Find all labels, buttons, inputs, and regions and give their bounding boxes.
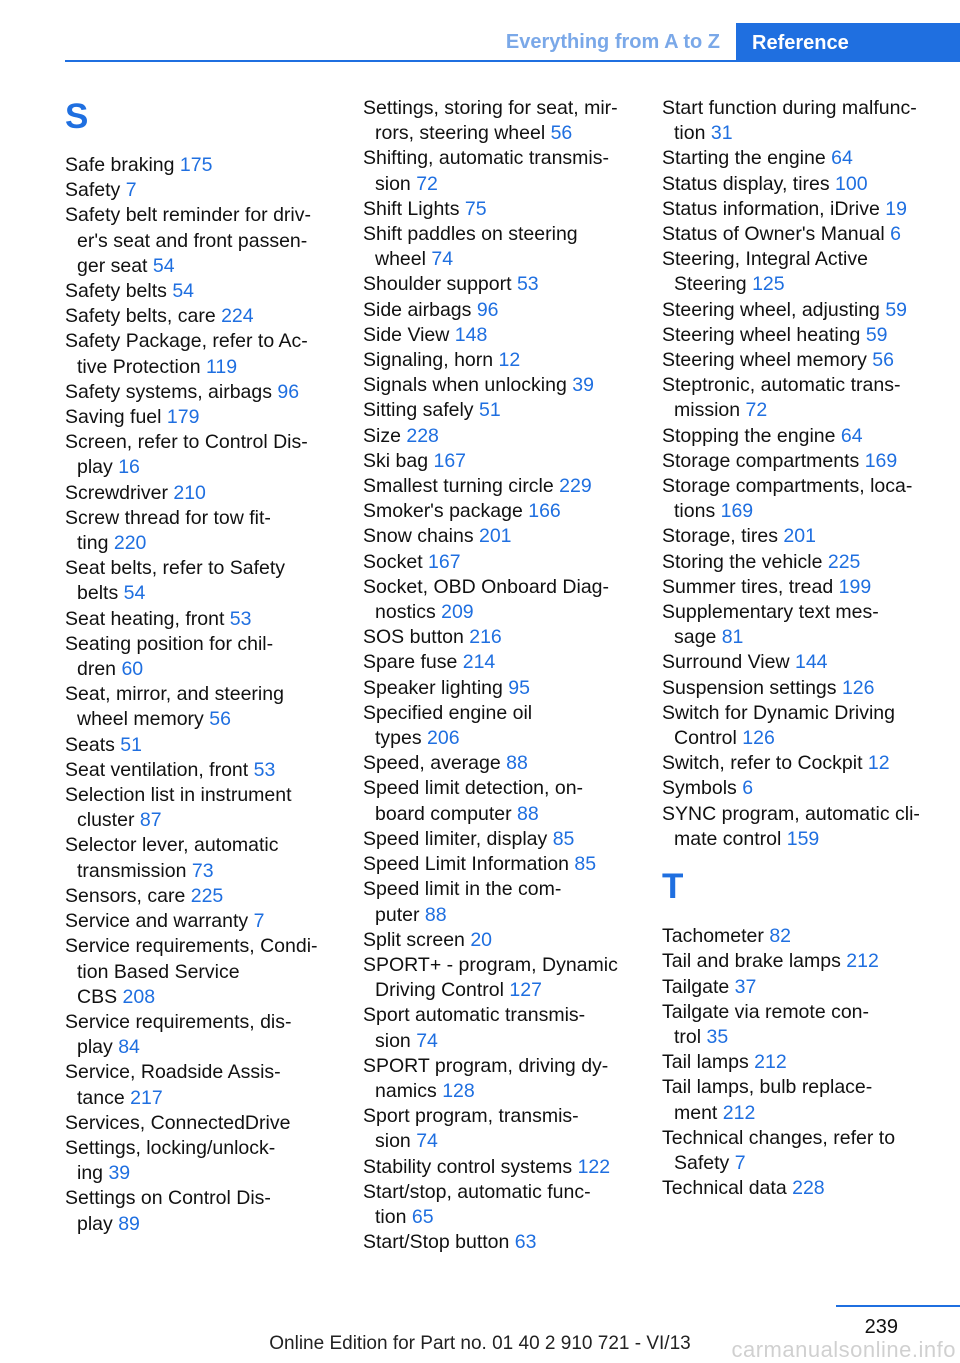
index-entry: [363, 676, 638, 701]
index-entry: [65, 1060, 340, 1110]
index-entry-term: Technical changes, refer to Safety: [662, 1126, 896, 1174]
index-entry: [363, 499, 638, 524]
index-entry-term: Service and warranty: [65, 910, 254, 933]
index-entry-page-link[interactable]: 63: [514, 1231, 537, 1254]
header-rule: [65, 60, 960, 62]
index-entry: [662, 1176, 937, 1201]
index-entry-page-link[interactable]: 37: [734, 975, 757, 998]
index-entry-term: Services, ConnectedDrive: [65, 1111, 291, 1134]
index-entry: [363, 928, 638, 953]
index-entry-term: Status of Owner's Manual: [662, 223, 891, 246]
header-section-title: Everything from A to Z: [505, 31, 720, 53]
index-entry-term: Suspension settings: [662, 676, 842, 699]
index-entry: [662, 146, 937, 171]
index-entry-page-link[interactable]: 74: [416, 1029, 438, 1052]
index-entry-page-link[interactable]: 228: [792, 1177, 825, 1200]
index-entry-term: Status information, iDrive: [662, 197, 886, 220]
index-entry-term: Stopping the engine: [662, 424, 841, 447]
page-header: [0, 23, 960, 63]
index-entry-term: Snow chains: [363, 525, 479, 548]
index-entry-term: Safety Package, refer to Ac- tive Protection: [65, 330, 308, 378]
index-entry-term: Smallest turning circle: [363, 475, 560, 498]
index-entry-term: SPORT program, driving dy- namics: [363, 1054, 609, 1102]
index-entry: [363, 1003, 638, 1053]
index-entry-page-link[interactable]: 85: [574, 853, 597, 876]
index-entry-page-link[interactable]: 59: [885, 298, 908, 321]
index-entry: [65, 430, 340, 480]
index-entry-page-link[interactable]: 220: [113, 532, 147, 555]
index-entry-term: Steering wheel heating: [662, 323, 866, 346]
index-entry-term: Speed limiter, display: [363, 827, 553, 850]
index-entry-term: Safety belts: [65, 280, 173, 303]
index-entry-page-link[interactable]: 75: [464, 197, 487, 220]
index-entry-term: Socket, OBD Onboard Diag- nostics: [363, 575, 610, 624]
index-entry: [662, 424, 937, 449]
index-entry-term: Signaling, horn: [363, 349, 499, 372]
index-entry: [363, 877, 638, 927]
index-entry-term: Starting the engine: [662, 147, 832, 170]
index-entry-term: Tachometer: [662, 925, 770, 948]
index-entry-page-link[interactable]: 54: [123, 582, 146, 605]
index-entry-page-link[interactable]: 216: [469, 626, 502, 649]
index-entry: [363, 751, 638, 776]
index-entry: [65, 934, 340, 1010]
index-entry-page-link[interactable]: 212: [846, 950, 879, 973]
index-entry: [363, 524, 638, 549]
index-entry: [363, 1054, 638, 1104]
index-entry-page-link[interactable]: 201: [783, 525, 816, 548]
index-entry-term: Steptronic, automatic trans- mission: [662, 374, 901, 422]
index-entry: [65, 884, 340, 909]
index-entry-page-link[interactable]: 35: [706, 1025, 729, 1048]
index-entry-term: Socket: [363, 550, 429, 573]
index-entry: [662, 751, 937, 776]
index-entry-term: Signals when unlocking: [363, 374, 573, 397]
index-entry-page-link[interactable]: 175: [179, 154, 213, 176]
index-entry: [363, 398, 638, 423]
index-entry-page-link[interactable]: 74: [416, 1130, 438, 1153]
index-entry-term: Shift Lights: [363, 197, 465, 220]
index-entry-term: Side View: [363, 323, 455, 346]
index-entry: [65, 153, 340, 178]
index-entry-page-link[interactable]: 88: [506, 752, 528, 775]
index-entry-term: Sport automatic transmis- sion: [363, 1004, 586, 1052]
index-entry-page-link[interactable]: 96: [277, 380, 300, 403]
index-entry-page-link[interactable]: 125: [752, 273, 785, 296]
index-entry-term: Smoker's package: [363, 500, 529, 523]
index-entry-term: Symbols: [662, 777, 743, 800]
index-entry-page-link[interactable]: 148: [454, 323, 488, 346]
index-entry-page-link[interactable]: 212: [754, 1051, 787, 1074]
index-entry-term: Steering, Integral Active Steering: [662, 248, 868, 296]
index-entry-page-link[interactable]: 81: [721, 626, 744, 649]
index-entry-term: Start function during malfunc- tion: [662, 97, 917, 145]
index-entry-page-link[interactable]: 167: [433, 449, 467, 472]
index-entry: [662, 650, 937, 675]
index-entry-term: Tailgate: [662, 975, 735, 998]
index-entry-term: SYNC program, automatic cli- mate control: [662, 802, 920, 850]
index-entry-term: Surround View: [662, 651, 795, 674]
index-entry-page-link[interactable]: 73: [191, 859, 214, 882]
index-entry-page-link[interactable]: 6: [742, 777, 754, 800]
index-entry-term: Ski bag: [363, 449, 434, 472]
index-entry-page-link[interactable]: 56: [209, 708, 231, 731]
index-entry-page-link[interactable]: 39: [572, 374, 594, 397]
index-entry-page-link[interactable]: 12: [498, 349, 521, 372]
index-entry: [662, 298, 937, 323]
index-entry: [662, 1075, 937, 1125]
footer-edition: Online Edition for Part no. 01 40 2 910 721 - VI/13: [269, 1333, 691, 1354]
footer-rule: [836, 1305, 960, 1307]
index-entry: [662, 1050, 937, 1075]
index-entry: [662, 600, 937, 650]
index-entry-page-link[interactable]: 166: [528, 500, 561, 523]
index-entry: [662, 323, 937, 348]
index-entry-page-link[interactable]: 210: [173, 481, 206, 504]
index-entry-page-link[interactable]: 159: [786, 827, 820, 850]
index-entry-page-link[interactable]: 51: [120, 733, 142, 756]
index-entry: [363, 625, 638, 650]
index-entry: [662, 550, 937, 575]
index-entry: [65, 909, 340, 934]
index-entry-term: Speaker lighting: [363, 676, 509, 699]
index-entry: [65, 632, 340, 682]
index-entry-term: Start/stop, automatic func- tion: [363, 1180, 591, 1228]
index-entry-term: Tailgate via remote con- trol: [662, 1000, 870, 1048]
index-entry: [363, 1104, 638, 1154]
index-entry: [65, 833, 340, 883]
index-entry-page-link[interactable]: 144: [794, 651, 828, 674]
index-entry-term: Summer tires, tread: [662, 575, 839, 598]
index-entry-page-link[interactable]: 169: [720, 500, 754, 523]
index-entry-page-link[interactable]: 16: [118, 456, 140, 479]
index-entry-term: Safety systems, airbags: [65, 380, 278, 403]
index-entry-page-link[interactable]: 59: [865, 323, 888, 346]
index-entry-page-link[interactable]: 169: [864, 449, 898, 472]
index-entry-page-link[interactable]: 20: [470, 928, 493, 951]
page-number: 239: [864, 1316, 898, 1338]
index-entry-term: Seat ventilation, front: [65, 758, 254, 781]
index-entry-page-link[interactable]: 88: [517, 802, 539, 825]
index-entry-page-link[interactable]: 122: [577, 1155, 611, 1178]
index-entry: [65, 1186, 340, 1236]
index-entry-term: Sitting safely: [363, 399, 479, 422]
index-entry-page-link[interactable]: 119: [205, 355, 238, 378]
index-entry: [363, 1155, 638, 1180]
index-letter-heading: S: [65, 97, 89, 136]
index-entry-term: Storage compartments, loca- tions: [662, 475, 913, 523]
index-entry: [363, 373, 638, 398]
index-entry-term: Screw thread for tow fit- ting: [65, 506, 271, 555]
index-entry: [363, 272, 638, 297]
index-column-3: [662, 96, 937, 1201]
index-entry: [662, 222, 937, 247]
index-entry-page-link[interactable]: 167: [428, 550, 461, 573]
index-entry-term: Seat heating, front: [65, 607, 230, 630]
index-entry: [662, 474, 937, 524]
index-entry-page-link[interactable]: 54: [172, 280, 195, 303]
index-entry-term: Speed, average: [363, 752, 507, 775]
index-entry: [65, 405, 340, 430]
index-entry: [65, 329, 340, 379]
index-entry-page-link[interactable]: 64: [840, 424, 863, 447]
index-entry-term: Side airbags: [363, 298, 477, 321]
index-entry: [363, 852, 638, 877]
index-entry: [65, 682, 340, 732]
index-entry-page-link[interactable]: 53: [229, 607, 252, 630]
index-entry: [65, 556, 340, 606]
index-entry: [65, 506, 340, 556]
index-entry: [662, 802, 937, 852]
index-entry-page-link[interactable]: 209: [441, 601, 474, 624]
index-entry: [363, 650, 638, 675]
index-entry-page-link[interactable]: 19: [885, 197, 907, 220]
index-entry: [363, 222, 638, 272]
index-entry: [65, 279, 340, 304]
index-entry-page-link[interactable]: 7: [253, 910, 265, 933]
index-entry-term: Screen, refer to Control Dis- play: [65, 431, 308, 479]
index-entry: [662, 172, 937, 197]
index-entry-page-link[interactable]: 12: [867, 752, 890, 775]
index-entry-page-link[interactable]: 217: [130, 1086, 163, 1109]
index-entry-term: Storage compartments: [662, 449, 865, 472]
index-entry-page-link[interactable]: 85: [552, 827, 575, 850]
index-entry-term: Tail and brake lamps: [662, 950, 847, 973]
index-entry-term: Service, Roadside Assis- tance: [65, 1061, 281, 1109]
index-entry-term: Shifting, automatic transmis- sion: [363, 147, 610, 195]
index-entry: [65, 783, 340, 833]
index-column-1: [65, 96, 340, 1237]
index-entry-term: Storage, tires: [662, 525, 784, 548]
index-entry-term: Split screen: [363, 928, 471, 951]
index-entry-term: Sensors, care: [65, 884, 191, 907]
index-entry-term: Service requirements, Condi- tion Based Service CBS: [65, 935, 318, 1008]
index-entry: [363, 474, 638, 499]
index-entry: [662, 348, 937, 373]
index-entry: [662, 701, 937, 751]
index-entry-term: Status display, tires: [662, 172, 836, 195]
index-entry: [363, 827, 638, 852]
index-entry-term: Speed limit in the com- puter: [363, 878, 562, 926]
index-entry: [65, 733, 340, 758]
index-entry-page-link[interactable]: 82: [769, 925, 792, 948]
index-entry: [662, 676, 937, 701]
index-entry-page-link[interactable]: 64: [831, 147, 853, 170]
index-entry: [363, 575, 638, 625]
index-entry-term: Safety belt reminder for driv- er's seat and front passen- ger seat: [65, 204, 312, 277]
index-entry-term: Screwdriver: [65, 481, 174, 504]
index-entry-term: Seat, mirror, and steering wheel memory: [65, 683, 284, 731]
index-entry: [363, 323, 638, 348]
index-entry-page-link[interactable]: 60: [121, 658, 144, 681]
index-entry-term: Size: [363, 424, 407, 447]
index-entry-term: Supplementary text mes- sage: [662, 601, 879, 649]
index-entry-page-link[interactable]: 126: [742, 727, 775, 750]
index-entry: [363, 953, 638, 1003]
index-entry: [65, 1010, 340, 1060]
index-entry-term: Saving fuel: [65, 406, 167, 429]
index-entry-page-link[interactable]: 7: [125, 179, 137, 202]
watermark: carmanualsonline.info: [731, 1337, 956, 1362]
index-entry-term: Service requirements, dis- play: [65, 1010, 292, 1059]
index-entry-term: Settings, storing for seat, mir- rors, steering wheel: [363, 97, 618, 145]
index-entry-page-link[interactable]: 201: [478, 525, 512, 548]
index-entry: [363, 424, 638, 449]
index-entry-term: Safety: [65, 179, 126, 202]
index-entry: [65, 304, 340, 329]
index-entry-page-link[interactable]: 54: [152, 254, 175, 277]
index-entry-term: Seats: [65, 733, 121, 756]
index-entry-page-link[interactable]: 56: [872, 349, 894, 372]
index-entry: [662, 524, 937, 549]
index-entry: [662, 924, 937, 949]
index-entry-page-link[interactable]: 51: [478, 399, 501, 422]
index-entry-term: Switch, refer to Cockpit: [662, 752, 868, 775]
index-entry-page-link[interactable]: 72: [745, 399, 768, 422]
index-entry-page-link[interactable]: 31: [710, 122, 733, 145]
index-column-2: [363, 96, 638, 1255]
index-entry-term: Safe braking: [65, 154, 180, 176]
index-entry-page-link[interactable]: 224: [221, 305, 254, 328]
index-entry-term: SOS button: [363, 626, 470, 649]
index-entry: [662, 247, 937, 297]
index-entry-term: Shoulder support: [363, 273, 517, 296]
index-entry-term: Steering wheel, adjusting: [662, 298, 886, 321]
index-entry: [662, 449, 937, 474]
index-entry-term: Switch for Dynamic Driving Control: [662, 701, 895, 750]
index-entry-page-link[interactable]: 84: [118, 1036, 140, 1059]
index-entry-term: Shift paddles on steering wheel: [363, 223, 578, 271]
index-entry: [363, 348, 638, 373]
index-entry: [65, 481, 340, 506]
index-entry: [363, 701, 638, 751]
index-entry-page-link[interactable]: 88: [424, 903, 447, 926]
index-entry-page-link[interactable]: 228: [406, 424, 439, 447]
index-entry: [363, 550, 638, 575]
index-entry-page-link[interactable]: 225: [827, 550, 861, 573]
index-entry-term: Settings, locking/unlock- ing: [65, 1136, 276, 1185]
index-entry: [65, 178, 340, 203]
index-entry-page-link[interactable]: 65: [411, 1205, 434, 1228]
index-entry: [662, 575, 937, 600]
index-entry-term: Tail lamps, bulb replace- ment: [662, 1076, 873, 1124]
index-entry-term: SPORT+ - program, Dynamic Driving Control: [363, 953, 618, 1002]
index-entry: [363, 146, 638, 196]
index-entry: [662, 96, 937, 146]
index-entry: [65, 203, 340, 279]
index-entry: [363, 96, 638, 146]
index-entry-term: Start/Stop button: [363, 1231, 515, 1254]
index-entry-term: Speed Limit Information: [363, 853, 575, 876]
index-entry-page-link[interactable]: 199: [838, 575, 872, 598]
index-entry: [363, 197, 638, 222]
index-entry-term: Selection list in instrument cluster: [65, 784, 292, 832]
index-entry: [363, 776, 638, 826]
index-entry-term: Steering wheel memory: [662, 349, 873, 372]
index-entry: [65, 607, 340, 632]
index-entry-page-link[interactable]: 100: [835, 172, 868, 195]
index-entry-page-link[interactable]: 225: [190, 884, 224, 907]
index-entry-term: Technical data: [662, 1177, 793, 1200]
index-entry: [662, 975, 937, 1000]
index-entry-page-link[interactable]: 126: [841, 676, 875, 699]
index-entry-page-link[interactable]: 74: [431, 248, 454, 271]
index-entry-term: Stability control systems: [363, 1155, 578, 1178]
index-entry-page-link[interactable]: 206: [427, 727, 460, 750]
index-entry-term: Selector lever, automatic transmission: [65, 834, 279, 882]
index-entry: [65, 758, 340, 783]
index-entry-page-link[interactable]: 56: [550, 122, 573, 145]
index-entry-page-link[interactable]: 128: [442, 1079, 475, 1102]
index-entry-page-link[interactable]: 6: [890, 223, 901, 246]
index-entry-term: Storing the vehicle: [662, 550, 828, 573]
index-entry-page-link[interactable]: 214: [462, 651, 496, 674]
index-entry: [363, 1230, 638, 1255]
index-entry: [662, 197, 937, 222]
index-entry: [65, 1111, 340, 1136]
index-entry: [662, 373, 937, 423]
index-entry: [363, 449, 638, 474]
index-entry-page-link[interactable]: 179: [166, 406, 200, 429]
index-entry: [662, 1126, 937, 1176]
index-entry-term: Spare fuse: [363, 651, 463, 674]
index-entry-term: Sport program, transmis- sion: [363, 1105, 579, 1153]
index-entry-page-link[interactable]: 212: [722, 1101, 756, 1124]
index-entry-term: Specified engine oil types: [363, 701, 533, 750]
index-entry-page-link[interactable]: 7: [734, 1151, 746, 1174]
index-letter-heading: T: [662, 867, 684, 907]
index-entry-term: Seating position for chil- dren: [65, 632, 274, 681]
index-entry: [662, 776, 937, 801]
index-entry: [662, 1000, 937, 1050]
index-entry: [363, 298, 638, 323]
index-entry-page-link[interactable]: 127: [509, 979, 542, 1002]
index-entry-term: Seat belts, refer to Safety belts: [65, 557, 286, 605]
index-entry-term: Safety belts, care: [65, 305, 222, 328]
index-entry-term: Tail lamps: [662, 1051, 755, 1074]
header-tab-reference[interactable]: Reference: [736, 23, 960, 62]
index-entry-page-link[interactable]: 72: [416, 172, 438, 195]
index-entry-term: Settings on Control Dis- play: [65, 1187, 271, 1235]
index-entry-page-link[interactable]: 229: [559, 475, 592, 498]
index-entry-page-link[interactable]: 53: [253, 758, 276, 781]
index-entry: [363, 1180, 638, 1230]
index-entry-page-link[interactable]: 39: [108, 1162, 131, 1185]
index-entry: [662, 949, 937, 974]
index-entry: [65, 1136, 340, 1186]
index-entry-term: Speed limit detection, on- board computer: [363, 777, 584, 825]
index-entry-page-link[interactable]: 208: [122, 985, 156, 1008]
index-entry-page-link[interactable]: 53: [516, 273, 539, 296]
index-entry-page-link[interactable]: 96: [476, 298, 499, 321]
index-entry: [65, 380, 340, 405]
index-entry-page-link[interactable]: 89: [118, 1212, 140, 1235]
index-entry-page-link[interactable]: 87: [139, 809, 162, 832]
index-entry-page-link[interactable]: 95: [508, 676, 530, 699]
